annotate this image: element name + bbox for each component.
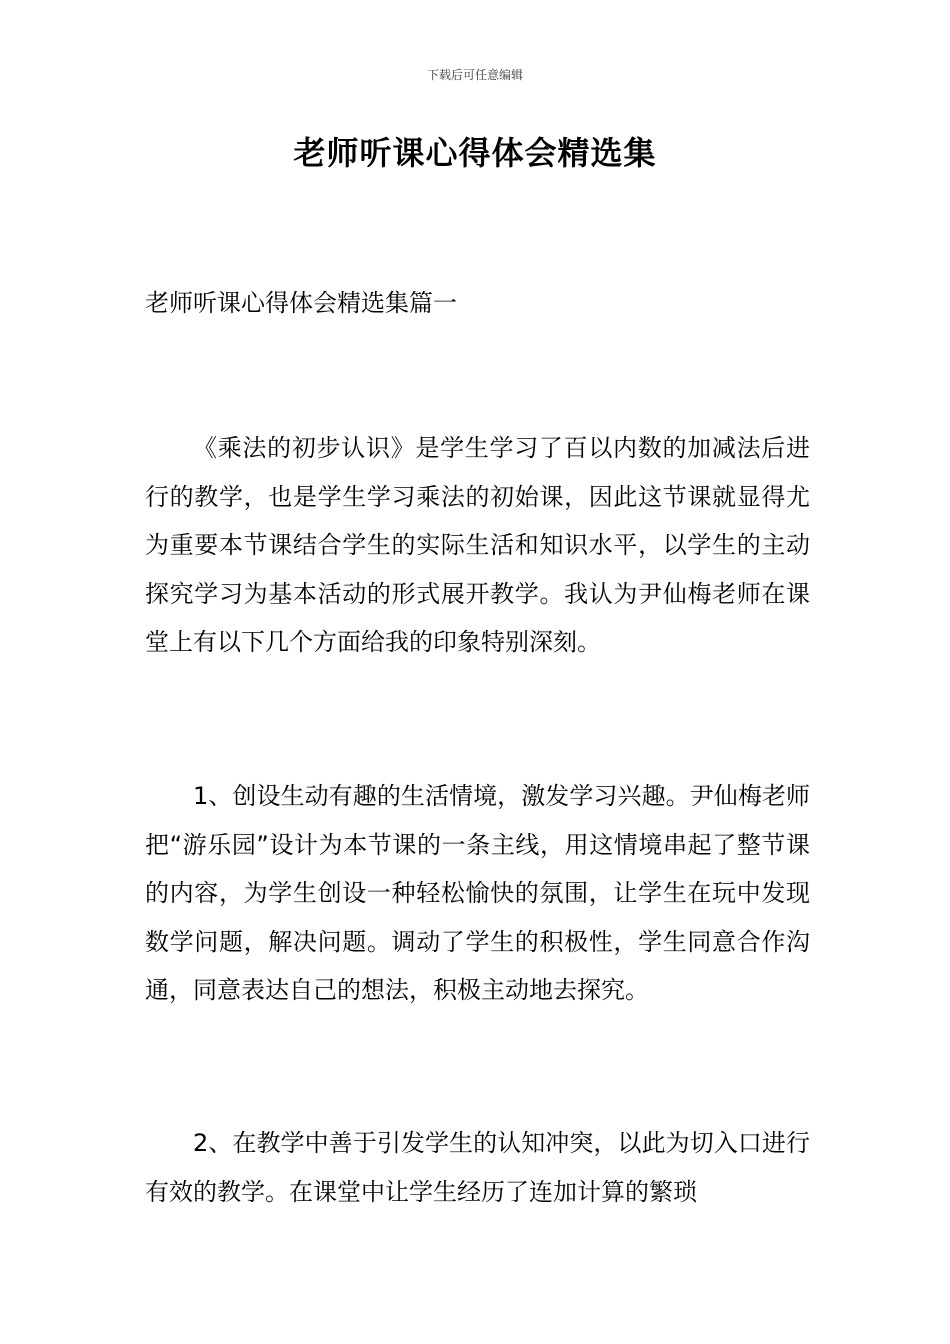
body-paragraph: 1、创设生动有趣的生活情境，激发学习兴趣。尹仙梅老师把“游乐园”设计为本节课的一条主线，用这情境串起了整节课的内容，为学生创设一种轻松愉快的氛围，让学生在玩中发现数学问题，解决问题。调动了学生的积极性，学生同意合作沟通，同意表达自己的想法，积极主动地去探究。 (145, 782, 810, 1005)
body-paragraph: 《乘法的初步认识》是学生学习了百以内数的加减法后进行的教学，也是学生学习乘法的初始课，因此这节课就显得尤为重要本节课结合学生的实际生活和知识水平，以学生的主动探究学习为基本活动的形式展开教学。我认为尹仙梅老师在课堂上有以下几个方面给我的印象特别深刻。 (145, 434, 810, 657)
body-paragraph: 2、在教学中善于引发学生的认知冲突，以此为切入口进行有效的教学。在课堂中让学生经历了连加计算的繁琐 (145, 1129, 810, 1206)
document-title: 老师听课心得体会精选集 (293, 134, 657, 172)
section-heading: 老师听课心得体会精选集篇一 (145, 289, 457, 317)
header-note: 下载后可任意编辑 (426, 68, 523, 82)
